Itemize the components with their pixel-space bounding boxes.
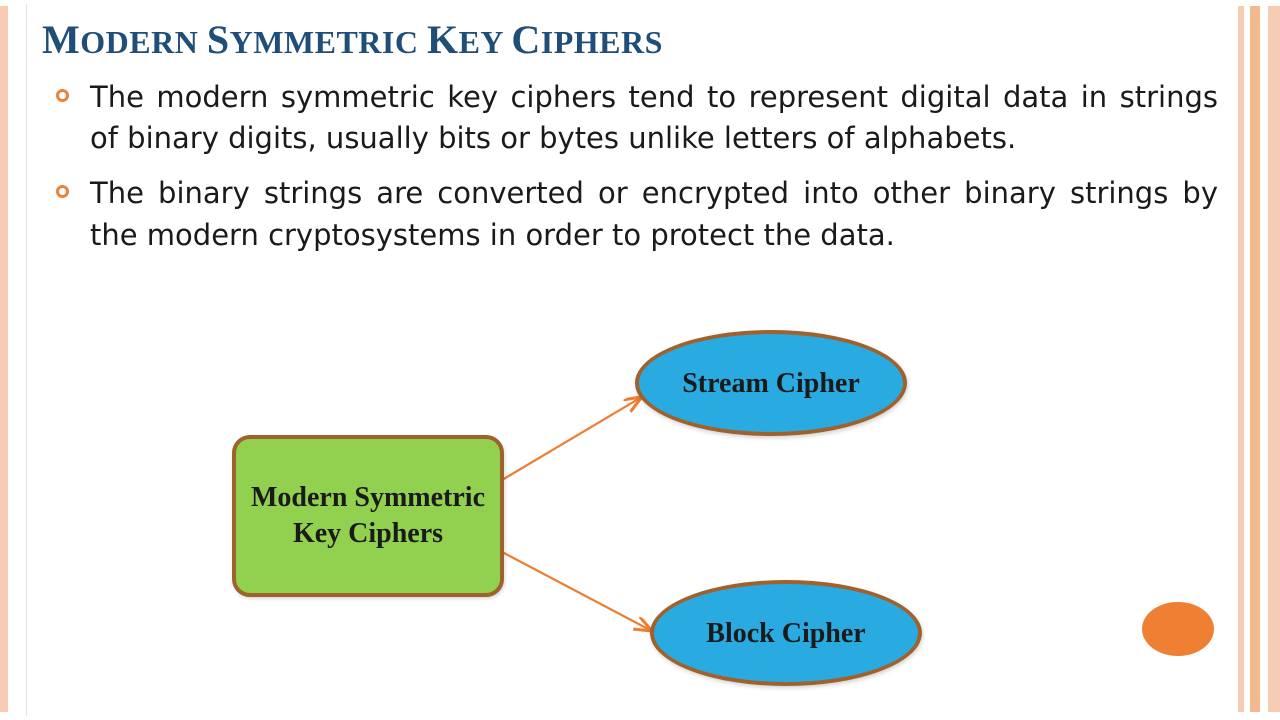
- arrow-to-stream-cipher: [502, 398, 640, 480]
- node-modern-symmetric-key-ciphers: [232, 435, 504, 597]
- bullet-text-2: The binary strings are converted or encrypted into other binary strings by the modern cryptosystems in order to protect the data.: [90, 176, 1218, 252]
- node-block-label: Block Cipher: [706, 617, 866, 649]
- right-border-stripe-2: [1250, 0, 1260, 720]
- right-border-stripe-3: [1268, 0, 1280, 720]
- node-main-label: Modern Symmetric Key Ciphers: [250, 482, 486, 549]
- bullet-marker-icon: [56, 185, 69, 198]
- bullet-marker-icon: [56, 89, 69, 102]
- right-border-stripe-1: [1238, 0, 1244, 720]
- list-item: [34, 77, 1224, 159]
- node-stream-label: Stream Cipher: [682, 367, 860, 399]
- left-border-gap: [8, 0, 16, 720]
- bottom-border-gap: [0, 712, 1280, 720]
- cipher-taxonomy-diagram: [180, 320, 1180, 700]
- node-stream-cipher: [635, 330, 907, 436]
- left-border-stripe: [0, 0, 8, 720]
- list-item: [34, 173, 1224, 255]
- decorative-dot: [1142, 602, 1214, 656]
- page-title: MODERN SYMMETRIC KEY CIPHERS: [42, 17, 663, 62]
- node-block-cipher: [650, 580, 922, 686]
- bullet-list: [34, 77, 1224, 256]
- arrow-to-block-cipher: [502, 552, 650, 630]
- content-frame-line: [26, 4, 27, 716]
- bullet-text-1: The modern symmetric key ciphers tend to represent digital data in strings of binary digits, usually bits or bytes unlike letters of alphabets.: [90, 80, 1218, 156]
